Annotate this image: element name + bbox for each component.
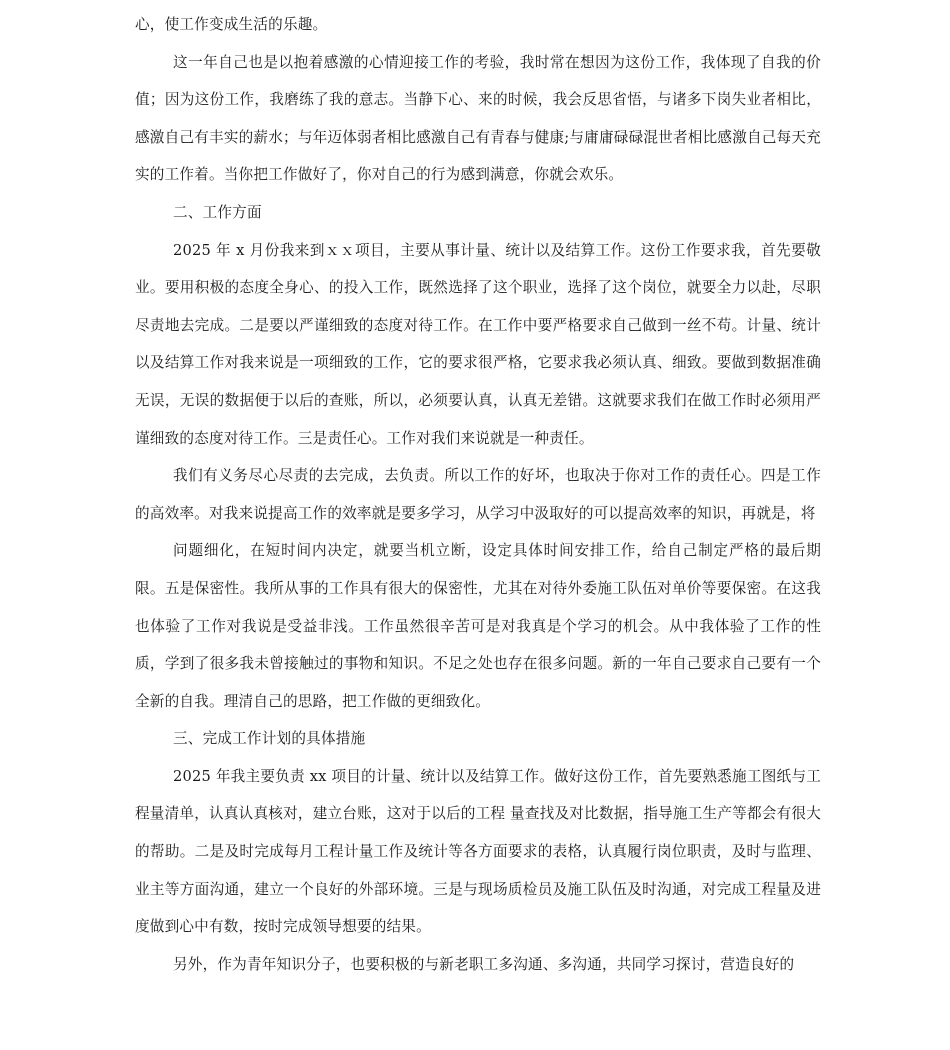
- paragraph-7: 另外，作为青年知识分子，也要积极的与新老职工多沟通、多沟通，共同学习探讨，营造良好的: [173, 955, 795, 973]
- paragraph-2: 这一年自己也是以抱着感激的心情迎接工作的考验，我时常在想因为这份工作，我体现了自我的价值；因为这份工作，我磨练了我的意志。当静下心、来的时候，我会反思省悟，与诸多下岗失业者相比，感激自己有丰实的薪水；与年迈体弱者相比感激自己有青春与健康;与庸庸碌碌混世者相比感激自己每天充实的工作着。当你把工作做好了，你对自己的行为感到满意，你就会欢乐。: [135, 53, 821, 184]
- section-heading-work: 二、工作方面: [173, 203, 262, 221]
- document-body: [135, 6, 821, 983]
- section-heading-measures: 三、完成工作计划的具体措施: [173, 730, 366, 748]
- paragraph-5: 问题细化，在短时间内决定，就要当机立断，设定具体时间安排工作，给自己制定严格的最后期限。五是保密性。我所从事的工作具有很大的保密性，尤其在对待外委施工队伍对单价等要保密。在这我也体验了工作对我说是受益非浅。工作虽然很辛苦可是对我真是个学习的机会。从中我体验了工作的性质，学到了很多我未曾接触过的事物和知识。不足之处也存在很多问题。新的一年自己要求自己要有一个全新的自我。理清自己的思路，把工作做的更细致化。: [135, 542, 821, 710]
- paragraph-1: 心，使工作变成生活的乐趣。: [135, 16, 328, 33]
- paragraph-4: 我们有义务尽心尽责的去完成，去负责。所以工作的好坏，也取决于你对工作的责任心。四是工作的高效率。对我来说提高工作的效率就是要多学习，从学习中汲取好的可以提高效率的知识，再就是，将: [135, 467, 821, 522]
- paragraph-3: 2025 年 x 月份我来到ｘｘ项目，主要从事计量、统计以及结算工作。这份工作要求我，首先要敬业。要用积极的态度全身心、的投入工作，既然选择了这个职业，选择了这个岗位，就要全力以赴，尽职尽责地去完成。二是要以严谨细致的态度对待工作。在工作中要严格要求自己做到一丝不苟。计量、统计以及结算工作对我来说是一项细致的工作，它的要求很严格，它要求我必须认真、细致。要做到数据准确无误，无误的数据便于以后的查账，所以，必须要认真，认真无差错。这就要求我们在做工作时必须用严谨细致的态度对待工作。三是责任心。工作对我们来说就是一种责任。: [135, 241, 821, 447]
- paragraph-6: 2025 年我主要负责 xx 项目的计量、统计以及结算工作。做好这份工作，首先要熟悉施工图纸与工程量清单，认真认真核对，建立台账，这对于以后的工程 量查找及对比数据，指导施工生产等都会有很大的帮助。二是及时完成每月工程计量工作及统计等各方面要求的表格，认真履行岗位职责，及时与监理、业主等方面沟通，建立一个良好的外部环境。三是与现场质检员及施工队伍及时沟通，对完成工程量及进度做到心中有数，按时完成领导想要的结果。: [135, 767, 821, 936]
